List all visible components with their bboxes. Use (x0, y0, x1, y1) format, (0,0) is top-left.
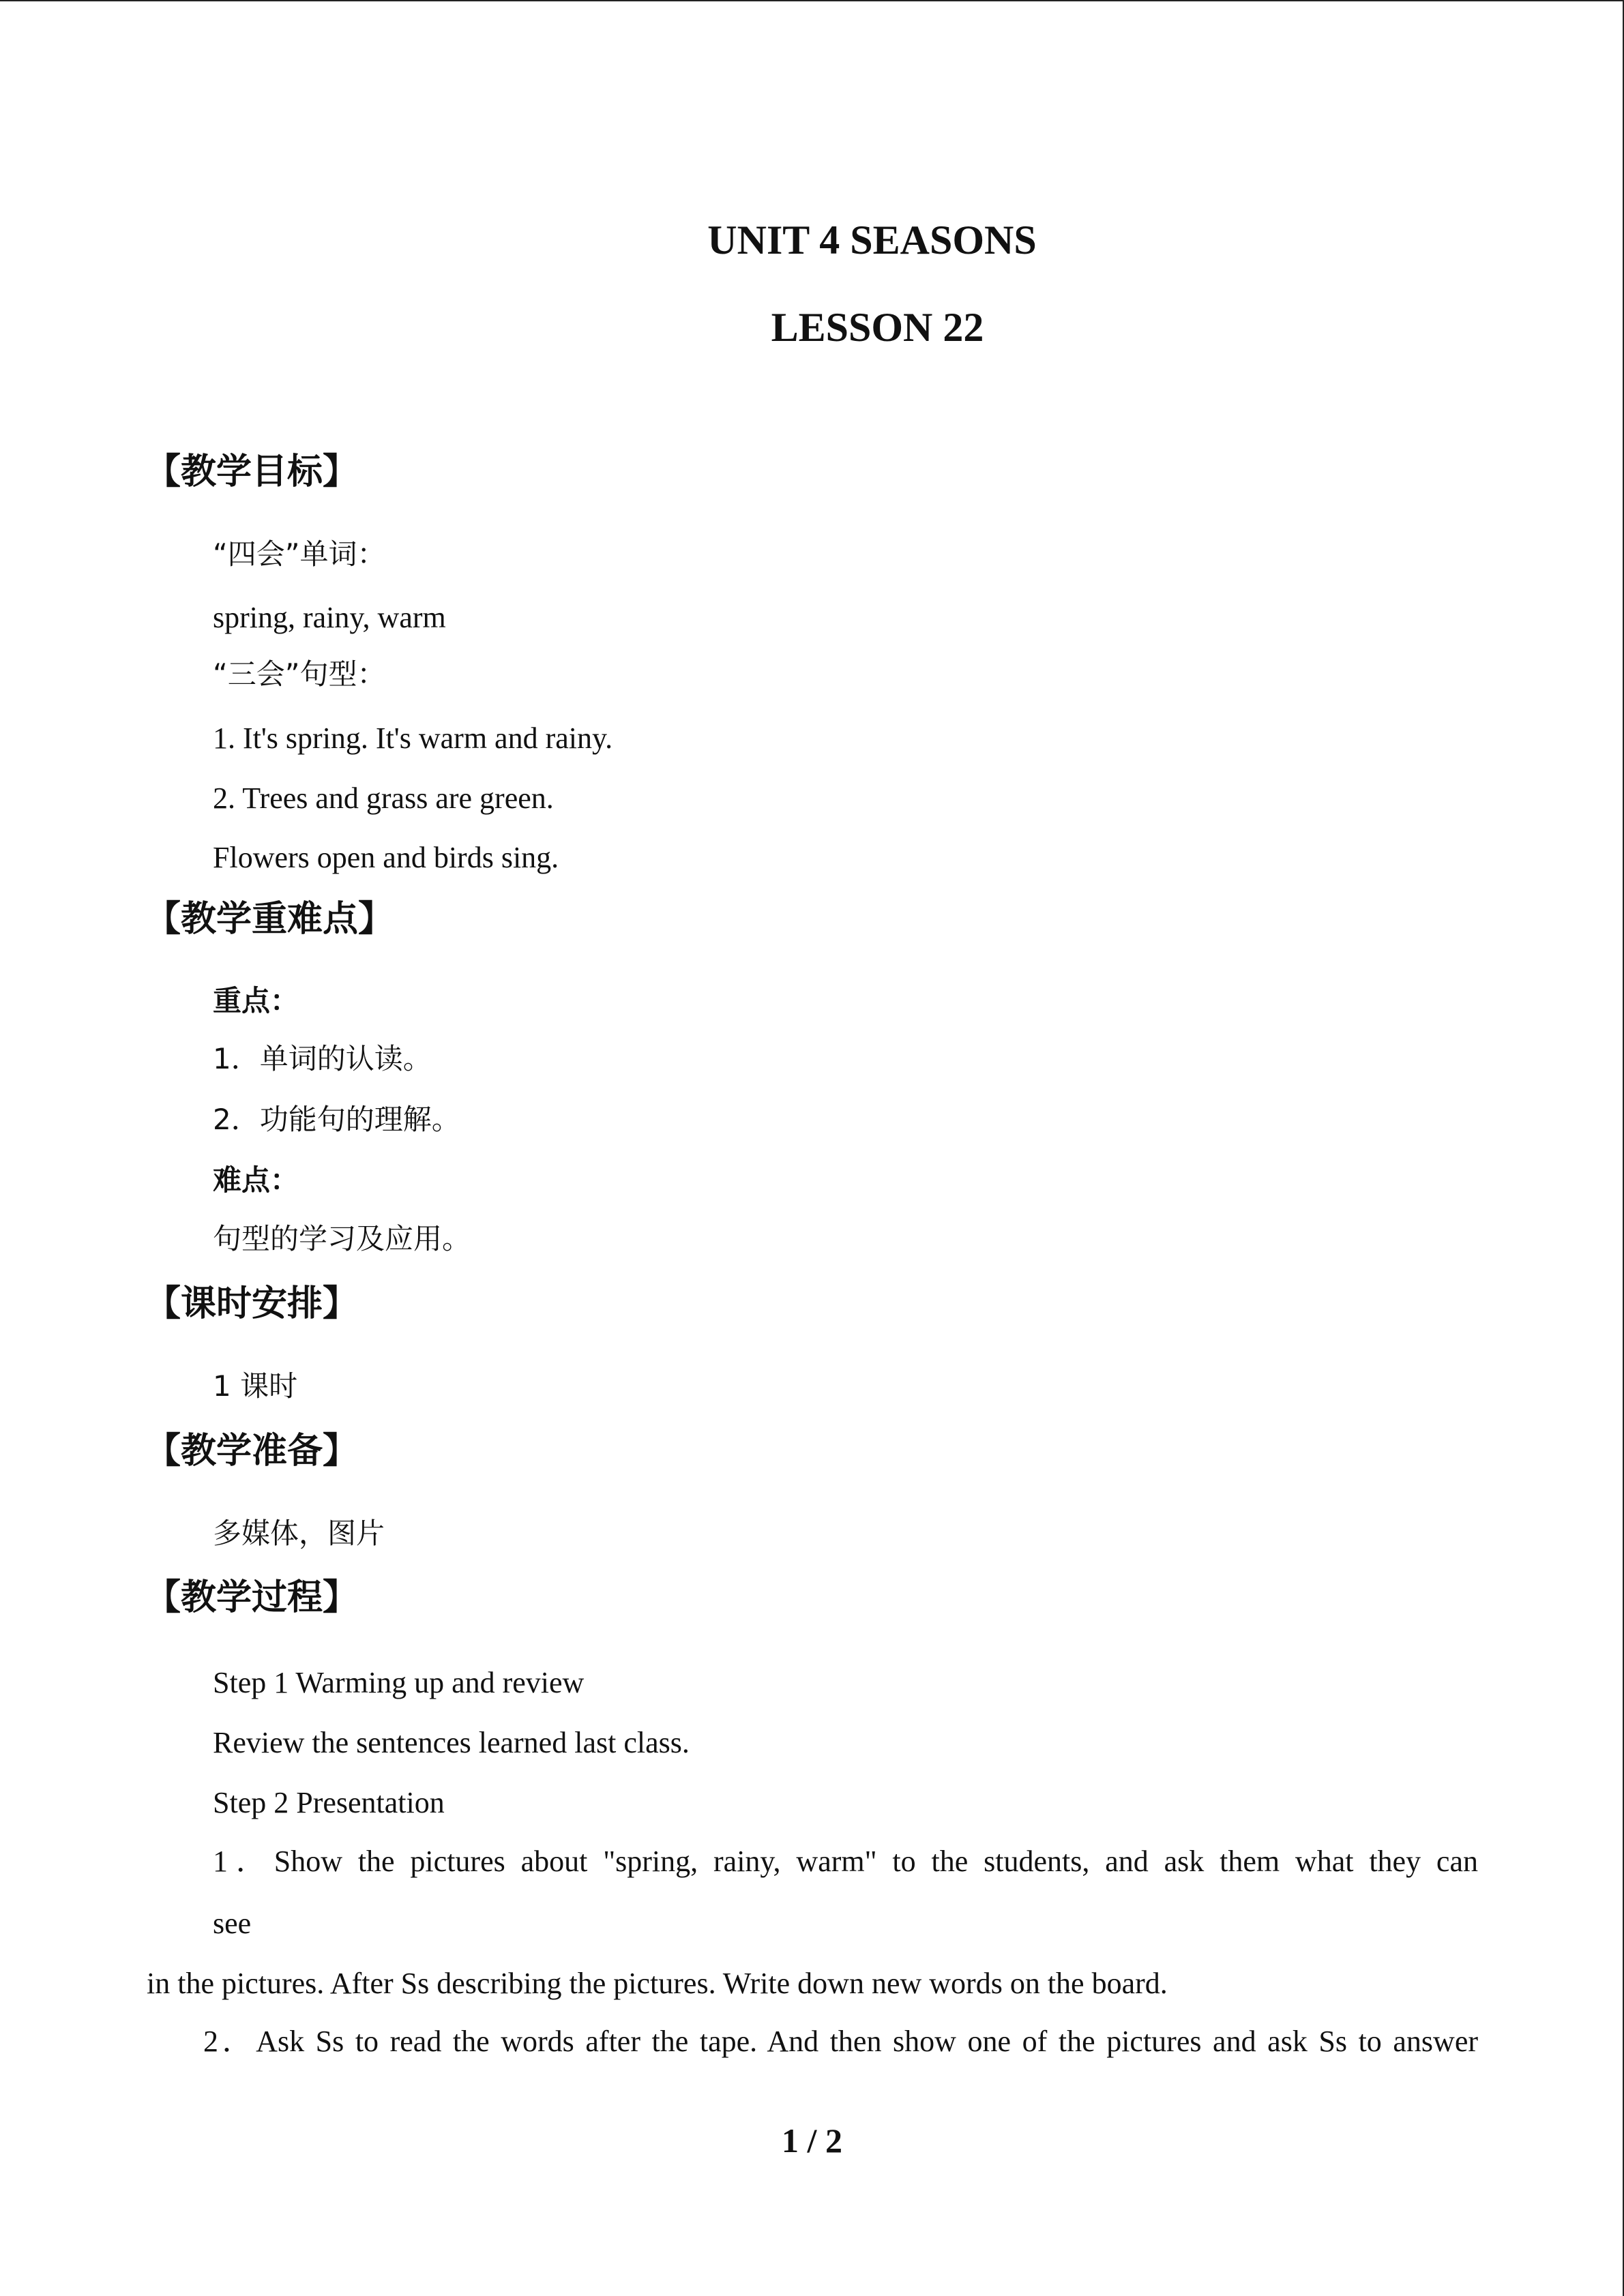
section-heading-schedule: 【课时安排】 (145, 1283, 359, 1324)
document-title: UNIT 4 SEASONS (707, 218, 1037, 263)
item-2-line-1: 2．Ask Ss to read the words after the tape. And then show one of the pictures and ask Ss to answer (203, 2025, 1478, 2058)
sentence-2: 2. Trees and grass are green. (213, 781, 554, 815)
key-point-1: 1．单词的认读。 (213, 1042, 432, 1075)
sentence-1: 1. It's spring. It's warm and rainy. (213, 721, 613, 755)
section-heading-key-points: 【教学重难点】 (145, 899, 394, 940)
difficult-point-1: 句型的学习及应用。 (213, 1222, 471, 1255)
schedule-text: 1 课时 (213, 1369, 298, 1403)
page-number: 1 / 2 (782, 2121, 842, 2160)
item-1-line-3: in the pictures. After Ss describing the pictures. Write down new words on the board. (147, 1967, 1168, 2000)
preparation-text: 多媒体，图片 (213, 1517, 385, 1550)
words-label: “四会”单词： (213, 537, 386, 571)
item-1-line-1: 1．Show the pictures about "spring, rainy, warm" to the students, and ask them what they can (213, 1845, 1478, 1878)
document-subtitle: LESSON 22 (771, 305, 984, 350)
sentences-label: “三会”句型： (213, 657, 386, 691)
key-point-2: 2．功能句的理解。 (213, 1103, 460, 1136)
section-heading-objectives: 【教学目标】 (145, 451, 359, 492)
step-1-title: Step 1 Warming up and review (213, 1666, 585, 1699)
words-list: spring, rainy, warm (213, 601, 446, 634)
item-1-line-2: see (213, 1907, 252, 1940)
key-label: 重点： (213, 984, 299, 1017)
section-heading-process: 【教学过程】 (145, 1577, 359, 1618)
section-heading-preparation: 【教学准备】 (145, 1431, 359, 1472)
sentence-3: Flowers open and birds sing. (213, 841, 559, 874)
step-2-title: Step 2 Presentation (213, 1786, 445, 1819)
difficult-label: 难点： (213, 1163, 299, 1197)
step-1-text: Review the sentences learned last class. (213, 1726, 690, 1759)
